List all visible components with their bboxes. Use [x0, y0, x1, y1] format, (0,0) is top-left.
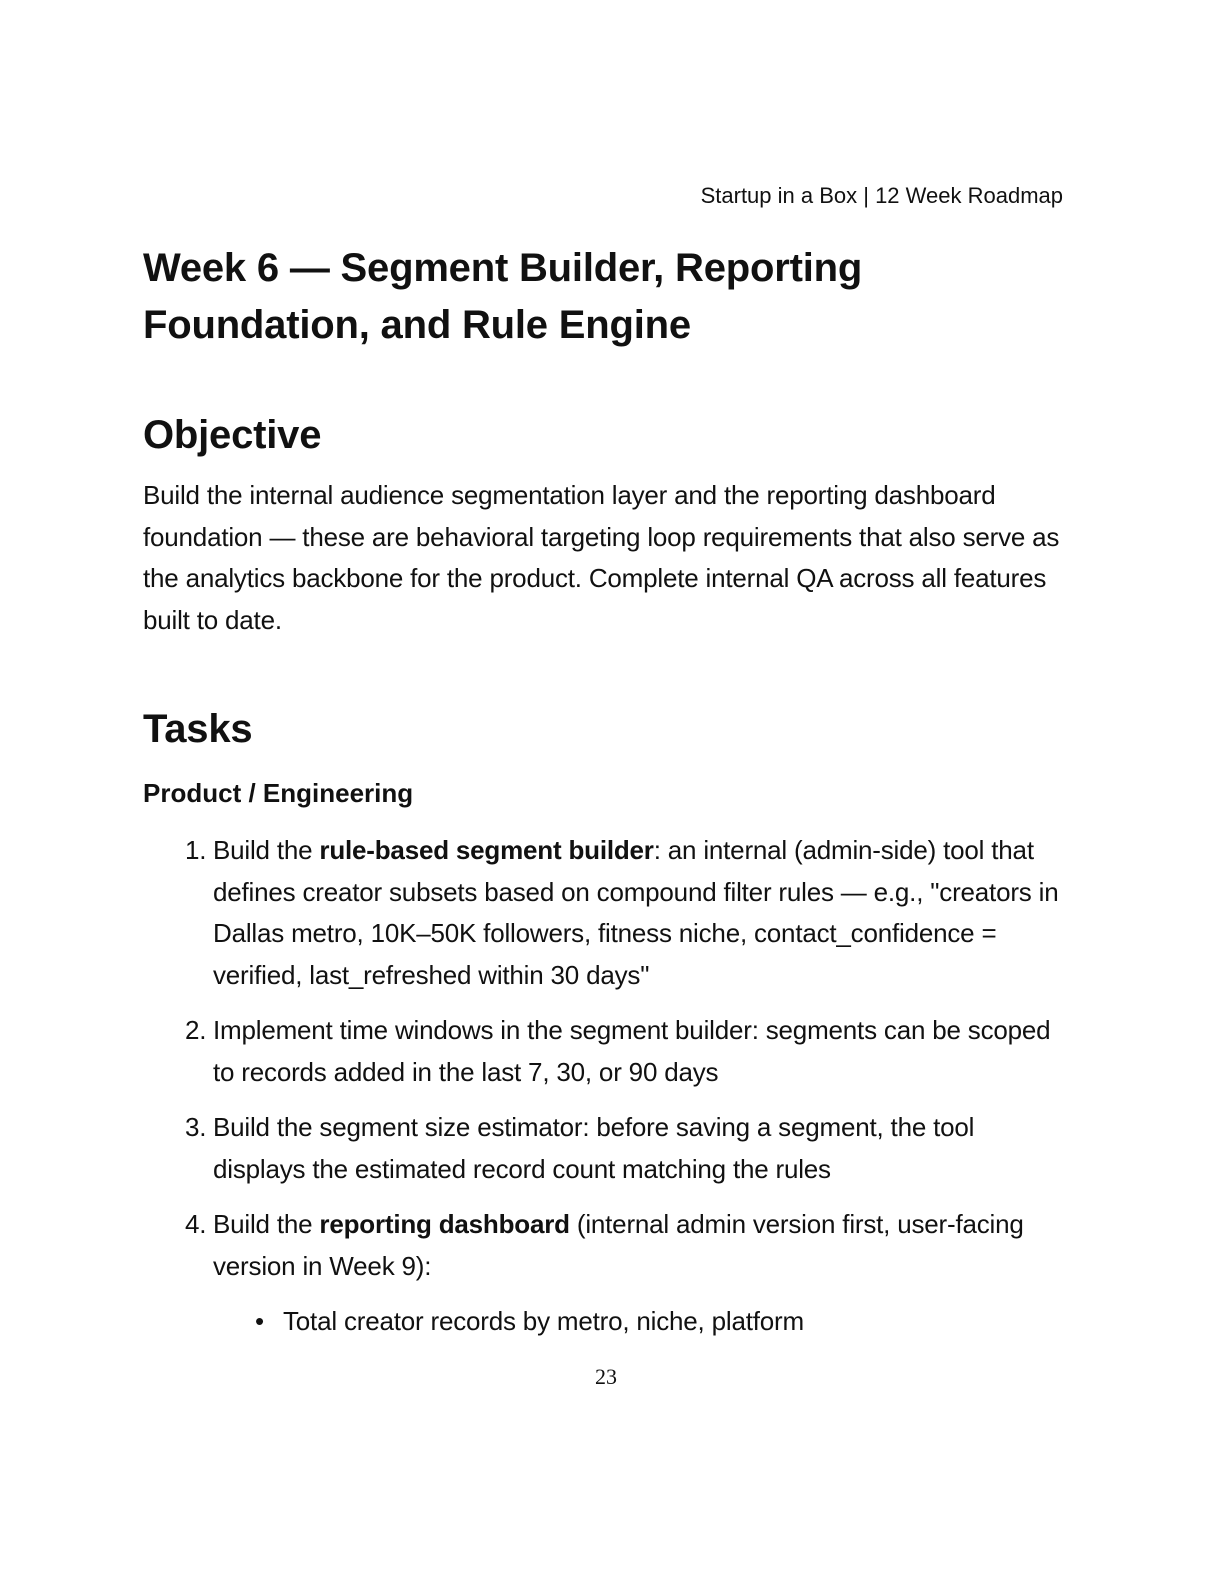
- task-number: 2.: [185, 1015, 207, 1045]
- task-text-bold: reporting dashboard: [319, 1209, 570, 1239]
- task-subitem: [213, 1301, 1073, 1343]
- task-text-rest: (internal admin version first, user-facing version in Week 9):: [213, 1209, 1024, 1281]
- tasks-heading: Tasks: [143, 707, 253, 751]
- task-text-bold: rule-based segment builder: [319, 835, 654, 865]
- task-number: 4.: [185, 1209, 207, 1239]
- task-list: [143, 830, 1073, 1343]
- task-text: Implement time windows in the segment builder: segments can be scoped to records added in the last 7, 30, or 90 days: [213, 1015, 1051, 1087]
- task-text-prefix: Build the: [213, 1209, 320, 1239]
- objective-body: Build the internal audience segmentation layer and the reporting dashboard foundation — these are behavioral targeting loop requirements that also serve as the analytics backbone for the product. Complete internal QA across all features built to date.: [143, 480, 1060, 635]
- page-title-line-2: Foundation, and Rule Engine: [143, 303, 691, 347]
- task-item-4: [143, 1204, 1073, 1343]
- running-header: Startup in a Box | 12 Week Roadmap: [700, 183, 1063, 208]
- task-sublist: [213, 1301, 1073, 1343]
- task-item-3: [143, 1107, 1073, 1190]
- task-item-2: [143, 1010, 1073, 1093]
- bullet-icon: •: [255, 1306, 264, 1336]
- task-subitem-text: Total creator records by metro, niche, platform: [283, 1306, 804, 1336]
- page-title-line-1: Week 6 — Segment Builder, Reporting: [143, 246, 863, 290]
- page-title: [143, 240, 1073, 354]
- task-text-rest: : an internal (admin-side) tool that defines creator subsets based on compound filter rules — e.g., "creators in Dallas metro, 10K–50K followers, fitness niche, contact_confidence = verified, last_refreshed within 30 days": [213, 835, 1059, 990]
- objective-heading: Objective: [143, 413, 322, 457]
- task-text: Build the segment size estimator: before saving a segment, the tool displays the estimated record count matching the rules: [213, 1112, 975, 1184]
- task-number: 1.: [185, 835, 207, 865]
- task-number: 3.: [185, 1112, 207, 1142]
- page-number: 23: [595, 1364, 617, 1389]
- task-text-prefix: Build the: [213, 835, 320, 865]
- task-item-1: [143, 830, 1073, 996]
- tasks-subheading: Product / Engineering: [143, 778, 414, 808]
- page-content: [143, 240, 1073, 1357]
